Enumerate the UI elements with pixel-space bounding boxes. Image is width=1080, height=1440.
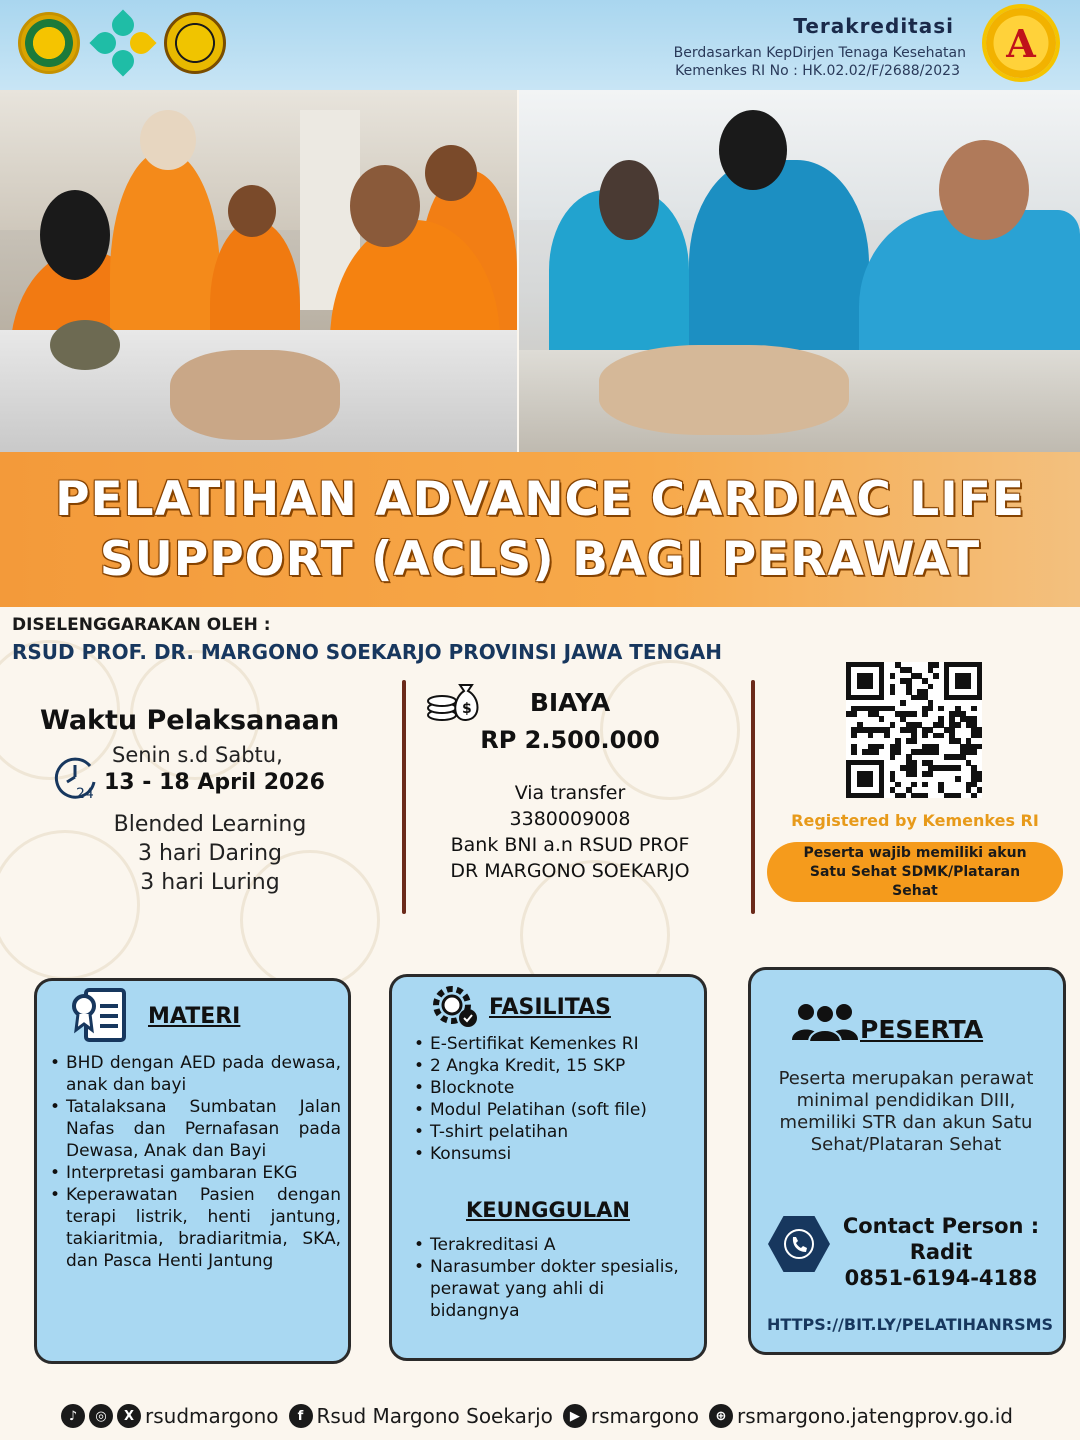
organizer-label: DISELENGGARAKAN OLEH : [12,615,271,635]
facebook-page[interactable]: Rsud Margono Soekarjo [316,1404,553,1428]
contact-name: Radit [909,1240,973,1264]
tiktok-icon[interactable]: ♪ [61,1404,85,1428]
page-title [0,470,1080,590]
learning-mode-line: Blended Learning [113,812,307,837]
account-number: 3380009008 [509,808,631,830]
training-photo-right [519,90,1080,452]
jawa-tengah-logo [18,12,80,74]
divider [751,680,755,914]
social-handle[interactable]: rsudmargono [145,1404,279,1428]
materi-list [48,1052,341,1272]
contact-phone[interactable]: 0851-6194-4188 [844,1266,1038,1290]
registered-label: Registered by Kemenkes RI [791,811,1039,830]
peserta-requirement: Peserta merupakan perawat minimal pendidikan DIII, memiliki STR dan akun Satu Sehat/Plataran Sehat [778,1068,1034,1155]
clock-24-icon [52,754,98,800]
contact-label: Contact Person : [842,1214,1040,1238]
fasilitas-title: FASILITAS [489,995,611,1020]
svg-text:$: $ [462,701,472,717]
list-item: • T-shirt pelatihan [412,1121,680,1143]
registration-qr-code[interactable] [846,662,982,798]
schedule-days: Senin s.d Sabtu, [112,743,283,767]
certificate-icon [70,986,128,1044]
account-bank: Bank BNI a.n RSUD PROF [450,834,690,856]
peserta-title: PESERTA [860,1015,984,1044]
header-bar [0,0,1080,90]
payment-method: Via transfer [514,782,626,804]
website-link[interactable]: rsmargono.jatengprov.go.id [736,1404,1013,1428]
rsud-margono-logo [164,12,226,74]
x-icon[interactable]: X [117,1404,141,1428]
list-item: • Keperawatan Pasien dengan terapi listrik, henti jantung, takiaritmia, bradiaritmia, SKA, dan Pasca Henti Jantung [48,1184,341,1272]
globe-icon[interactable]: ⊕ [709,1404,733,1428]
organizer-name: RSUD PROF. DR. MARGONO SOEKARJO PROVINSI JAWA TENGAH [12,640,722,664]
list-item: • 2 Angka Kredit, 15 SKP [412,1055,680,1077]
people-icon [792,1000,858,1042]
keunggulan-list [412,1234,680,1322]
contact-person [836,1213,1046,1291]
kemenkes-logo [92,12,154,74]
list-item: • Modul Pelatihan (soft file) [412,1099,680,1121]
list-item: • Interpretasi gambaran EKG [48,1162,341,1184]
list-item: • Blocknote [412,1077,680,1099]
keunggulan-title: KEUNGGULAN [466,1198,630,1222]
accreditation-basis: Berdasarkan KepDirjen Tenaga Kesehatan [673,45,966,61]
title-line-1: PELATIHAN ADVANCE CARDIAC LIFE [55,472,1025,527]
schedule-dates: 13 - 18 April 2026 [104,770,325,795]
accreditation-number: Kemenkes RI No : HK.02.02/F/2688/2023 [675,63,960,79]
youtube-icon[interactable]: ▶ [563,1404,587,1428]
fee-title: BIAYA [529,688,611,717]
youtube-channel[interactable]: rsmargono [590,1404,699,1428]
facebook-icon[interactable]: f [289,1404,313,1428]
payment-info [410,780,730,884]
list-item: • Tatalaksana Sumbatan Jalan Nafas dan Pernafasan pada Dewasa, Anak dan Bayi [48,1096,341,1162]
requirement-note: Peserta wajib memiliki akun Satu Sehat SDMK/Plataran Sehat [767,842,1063,902]
account-holder: DR MARGONO SOEKARJO [450,860,690,882]
learning-mode [60,810,360,897]
list-item: • BHD dengan AED pada dewasa, anak dan bayi [48,1052,341,1096]
schedule-title: Waktu Pelaksanaan [40,705,340,736]
clock-label: 24 [76,786,94,800]
accreditation-badge: A [986,8,1056,78]
fee-amount: RP 2.500.000 [480,726,660,754]
fasilitas-list [412,1033,680,1165]
settings-icon [430,980,480,1030]
registration-link[interactable]: HTTPS://BIT.LY/PELATIHANRSMS [766,1315,1054,1334]
list-item: • Terakreditasi A [412,1234,680,1256]
training-photos [0,90,1080,452]
materi-title: MATERI [148,1004,241,1029]
learning-mode-line: 3 hari Daring [137,841,283,866]
social-footer [0,1396,1080,1436]
instagram-icon[interactable]: ◎ [89,1404,113,1428]
learning-mode-line: 3 hari Luring [140,870,280,895]
title-line-2: SUPPORT (ACLS) BAGI PERAWAT [99,532,981,587]
divider [402,680,406,914]
training-photo-left [0,90,517,452]
accreditation-title: Terakreditasi [793,14,954,38]
list-item: • Konsumsi [412,1143,680,1165]
list-item: • E-Sertifikat Kemenkes RI [412,1033,680,1055]
list-item: • Narasumber dokter spesialis, perawat yang ahli di bidangnya [412,1256,680,1322]
